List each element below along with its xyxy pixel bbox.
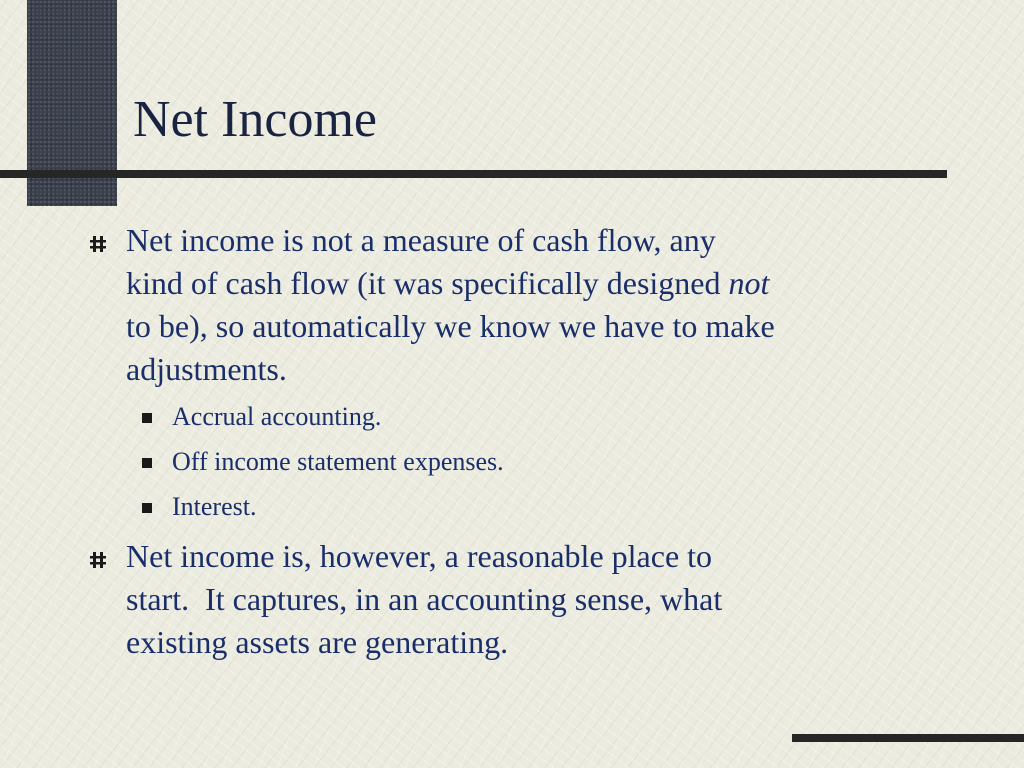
bullet-1-line-2 — [126, 262, 946, 305]
bullet-2-line-2: start. It captures, in an accounting sense, what — [126, 581, 723, 617]
square-bullet-icon — [142, 458, 152, 468]
square-bullet-icon — [142, 503, 152, 513]
bullet-item-2 — [126, 535, 946, 664]
bullet-1-line-3: to be), so automatically we know we have to make — [126, 308, 775, 344]
bullet-1-line-4: adjustments. — [126, 351, 287, 387]
slide-title: Net Income — [133, 91, 378, 148]
title-divider — [0, 170, 947, 178]
bullet-2-line-3: existing assets are generating. — [126, 624, 509, 660]
sub-bullet-off-income: Off income statement expenses. — [172, 447, 504, 476]
square-bullet-icon — [142, 413, 152, 423]
bullet-item-1 — [126, 219, 946, 391]
bullet-2-line-1: Net income is, however, a reasonable place to — [126, 538, 713, 574]
hash-bullet-icon — [88, 234, 108, 254]
sub-bullet-accrual: Accrual accounting. — [172, 402, 382, 431]
bullet-1-line-1: Net income is not a measure of cash flow, any — [126, 222, 716, 258]
hash-bullet-icon — [88, 550, 108, 570]
footer-divider — [792, 734, 1024, 742]
sub-bullet-interest: Interest. — [172, 492, 257, 521]
emphasis-not: not — [728, 265, 770, 301]
bullet-1-line-2-text: kind of cash flow (it was specifically designed — [126, 265, 729, 301]
